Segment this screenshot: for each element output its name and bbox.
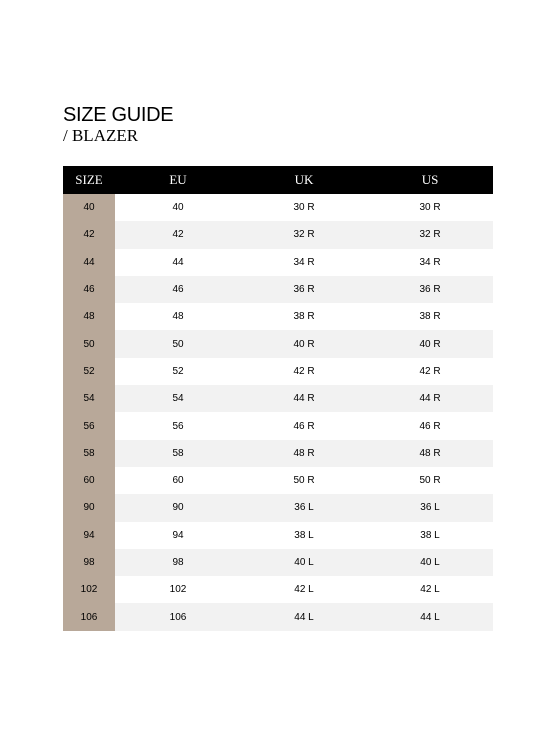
cell-eu: 58 bbox=[115, 440, 241, 467]
cell-us: 30 R bbox=[419, 202, 441, 214]
table-row bbox=[63, 194, 493, 221]
cell-size: 102 bbox=[63, 576, 115, 603]
table-row bbox=[63, 467, 493, 494]
cell-size: 40 bbox=[63, 194, 115, 221]
cell-eu: 44 bbox=[172, 256, 184, 268]
cell-us: 44 L bbox=[367, 603, 493, 630]
cell-size: 56 bbox=[63, 412, 115, 439]
cell-us: 46 R bbox=[419, 420, 441, 432]
cell-eu: 98 bbox=[115, 549, 241, 576]
table-row bbox=[63, 603, 493, 630]
header-uk: UK bbox=[294, 172, 314, 187]
cell-eu: 94 bbox=[172, 529, 184, 541]
cell-uk: 36 R bbox=[241, 276, 367, 303]
cell-eu: 102 bbox=[169, 584, 187, 596]
header-eu: EU bbox=[169, 172, 187, 187]
cell-us: 40 L bbox=[367, 549, 493, 576]
table-row bbox=[63, 494, 493, 521]
cell-us: 32 R bbox=[367, 221, 493, 248]
cell-size: 52 bbox=[63, 358, 115, 385]
cell-eu: 48 bbox=[172, 311, 184, 323]
cell-size: 58 bbox=[63, 440, 115, 467]
table-row bbox=[63, 522, 493, 549]
page-title: SIZE GUIDE bbox=[63, 104, 174, 126]
cell-eu: 52 bbox=[172, 365, 184, 377]
header-size: SIZE bbox=[75, 172, 103, 187]
cell-size: 42 bbox=[63, 221, 115, 248]
cell-eu: 42 bbox=[115, 221, 241, 248]
cell-us: 36 L bbox=[367, 494, 493, 521]
cell-uk: 40 L bbox=[241, 549, 367, 576]
cell-uk: 32 R bbox=[241, 221, 367, 248]
cell-uk: 44 R bbox=[241, 385, 367, 412]
cell-uk: 34 R bbox=[293, 256, 315, 268]
table-row bbox=[63, 576, 493, 603]
table-row bbox=[63, 303, 493, 330]
table-row bbox=[63, 249, 493, 276]
table-row bbox=[63, 412, 493, 439]
cell-size: 94 bbox=[63, 522, 115, 549]
cell-us: 38 L bbox=[420, 529, 440, 541]
table-row bbox=[63, 549, 493, 576]
cell-size: 50 bbox=[63, 330, 115, 357]
table-row bbox=[63, 221, 493, 248]
cell-eu: 90 bbox=[115, 494, 241, 521]
cell-eu: 46 bbox=[115, 276, 241, 303]
cell-size: 44 bbox=[63, 249, 115, 276]
table-row bbox=[63, 276, 493, 303]
cell-us: 50 R bbox=[419, 475, 441, 487]
cell-size: 106 bbox=[63, 603, 115, 630]
table-row bbox=[63, 330, 493, 357]
cell-uk: 36 L bbox=[241, 494, 367, 521]
cell-uk: 50 R bbox=[293, 475, 315, 487]
cell-size: 46 bbox=[63, 276, 115, 303]
table-header-row bbox=[63, 166, 493, 194]
cell-us: 48 R bbox=[367, 440, 493, 467]
cell-eu: 106 bbox=[115, 603, 241, 630]
cell-uk: 30 R bbox=[293, 202, 315, 214]
cell-eu: 50 bbox=[115, 330, 241, 357]
cell-uk: 42 L bbox=[294, 584, 314, 596]
cell-uk: 38 L bbox=[294, 529, 314, 541]
cell-eu: 40 bbox=[172, 202, 184, 214]
cell-uk: 42 R bbox=[293, 365, 315, 377]
cell-us: 38 R bbox=[419, 311, 441, 323]
header-us: US bbox=[421, 172, 439, 187]
cell-uk: 40 R bbox=[241, 330, 367, 357]
table-row bbox=[63, 385, 493, 412]
cell-size: 54 bbox=[63, 385, 115, 412]
cell-eu: 60 bbox=[172, 475, 184, 487]
cell-uk: 46 R bbox=[293, 420, 315, 432]
table-row bbox=[63, 440, 493, 467]
size-table bbox=[63, 166, 493, 631]
cell-size: 60 bbox=[63, 467, 115, 494]
cell-size: 48 bbox=[63, 303, 115, 330]
cell-size: 90 bbox=[63, 494, 115, 521]
cell-us: 34 R bbox=[419, 256, 441, 268]
cell-us: 40 R bbox=[367, 330, 493, 357]
cell-us: 36 R bbox=[367, 276, 493, 303]
page-subtitle: / BLAZER bbox=[63, 126, 139, 145]
table-body bbox=[63, 194, 493, 631]
cell-uk: 44 L bbox=[241, 603, 367, 630]
cell-us: 42 L bbox=[420, 584, 440, 596]
cell-size: 98 bbox=[63, 549, 115, 576]
cell-us: 42 R bbox=[419, 365, 441, 377]
table-row bbox=[63, 358, 493, 385]
cell-uk: 48 R bbox=[241, 440, 367, 467]
cell-eu: 54 bbox=[115, 385, 241, 412]
cell-uk: 38 R bbox=[293, 311, 315, 323]
cell-eu: 56 bbox=[172, 420, 184, 432]
cell-us: 44 R bbox=[367, 385, 493, 412]
